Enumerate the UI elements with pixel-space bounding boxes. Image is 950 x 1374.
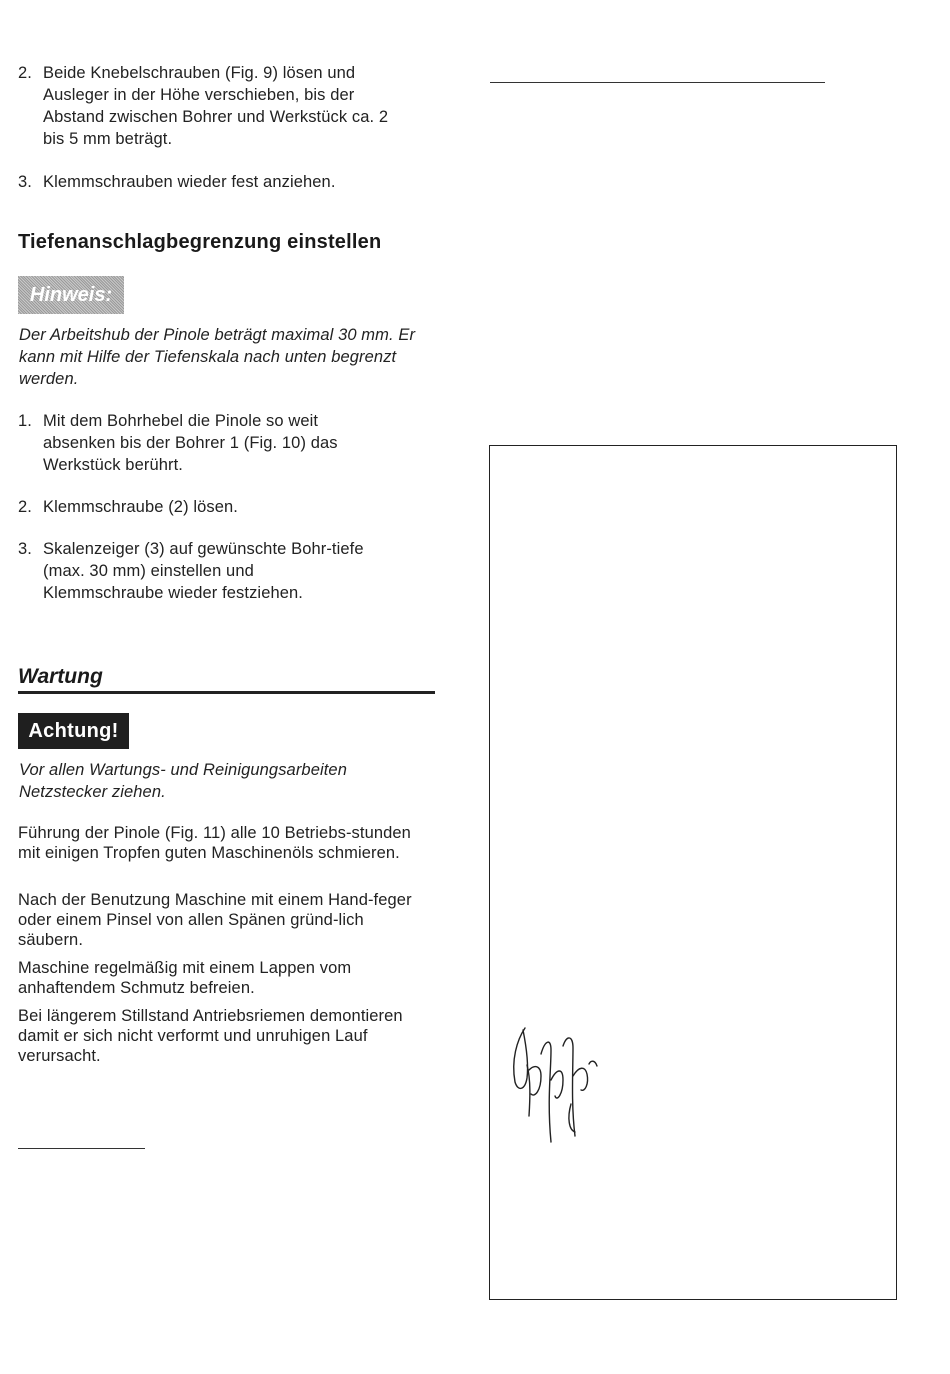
handwritten-signature xyxy=(505,1020,605,1150)
maintenance-paragraph-2: Nach der Benutzung Maschine mit einem Hand-feger oder einem Pinsel von allen Spänen gründ-lich säubern. xyxy=(18,891,412,949)
step-top-2 xyxy=(18,62,438,150)
step-text: Klemmschrauben wieder fest anziehen. xyxy=(43,173,336,191)
step-number: 3. xyxy=(18,173,32,191)
heading-underline xyxy=(18,691,435,694)
step-text: Skalenzeiger (3) auf gewünschte Bohr-tiefe (max. 30 mm) einstellen und Klemmschraube wieder festziehen. xyxy=(43,540,364,602)
maintenance-paragraph-1: Führung der Pinole (Fig. 11) alle 10 Betriebs-stunden mit einigen Tropfen guten Maschinenöls schmieren. xyxy=(18,824,411,862)
step-number: 2. xyxy=(18,498,32,516)
maintenance-paragraph-4: Bei längerem Stillstand Antriebsriemen demontieren damit er sich nicht verformt und unruhigen Lauf verursacht. xyxy=(18,1007,403,1065)
step-number: 1. xyxy=(18,412,32,430)
footnote-rule xyxy=(18,1148,145,1149)
step-text: Klemmschraube (2) lösen. xyxy=(43,498,238,516)
depth-step-3 xyxy=(18,538,438,604)
section-heading-maintenance: Wartung xyxy=(18,665,103,688)
step-number: 2. xyxy=(18,64,32,82)
figure-box xyxy=(489,445,897,1300)
warning-text: Vor allen Wartungs- und Reinigungsarbeiten Netzstecker ziehen. xyxy=(19,761,347,801)
step-text: Beide Knebelschrauben (Fig. 9) lösen und Ausleger in der Höhe verschieben, bis der Abstand zwischen Bohrer und Werkstück ca. 2 bis 5 mm beträgt. xyxy=(43,64,389,148)
section-heading-depth-stop: Tiefenanschlagbegrenzung einstellen xyxy=(18,231,382,253)
maintenance-paragraph-3: Maschine regelmäßig mit einem Lappen vom anhaftendem Schmutz befreien. xyxy=(18,959,352,997)
step-top-3 xyxy=(18,171,438,193)
step-number: 3. xyxy=(18,540,32,558)
top-right-rule xyxy=(490,82,825,83)
warning-label-badge: Achtung! xyxy=(18,713,129,749)
note-label-badge: Hinweis: xyxy=(18,276,124,314)
depth-step-1 xyxy=(18,410,438,476)
note-text: Der Arbeitshub der Pinole beträgt maximal 30 mm. Er kann mit Hilfe der Tiefenskala nach unten begrenzt werden. xyxy=(19,326,416,388)
step-text: Mit dem Bohrhebel die Pinole so weit absenken bis der Bohrer 1 (Fig. 10) das Werkstück berührt. xyxy=(43,412,338,474)
depth-step-2 xyxy=(18,496,438,518)
